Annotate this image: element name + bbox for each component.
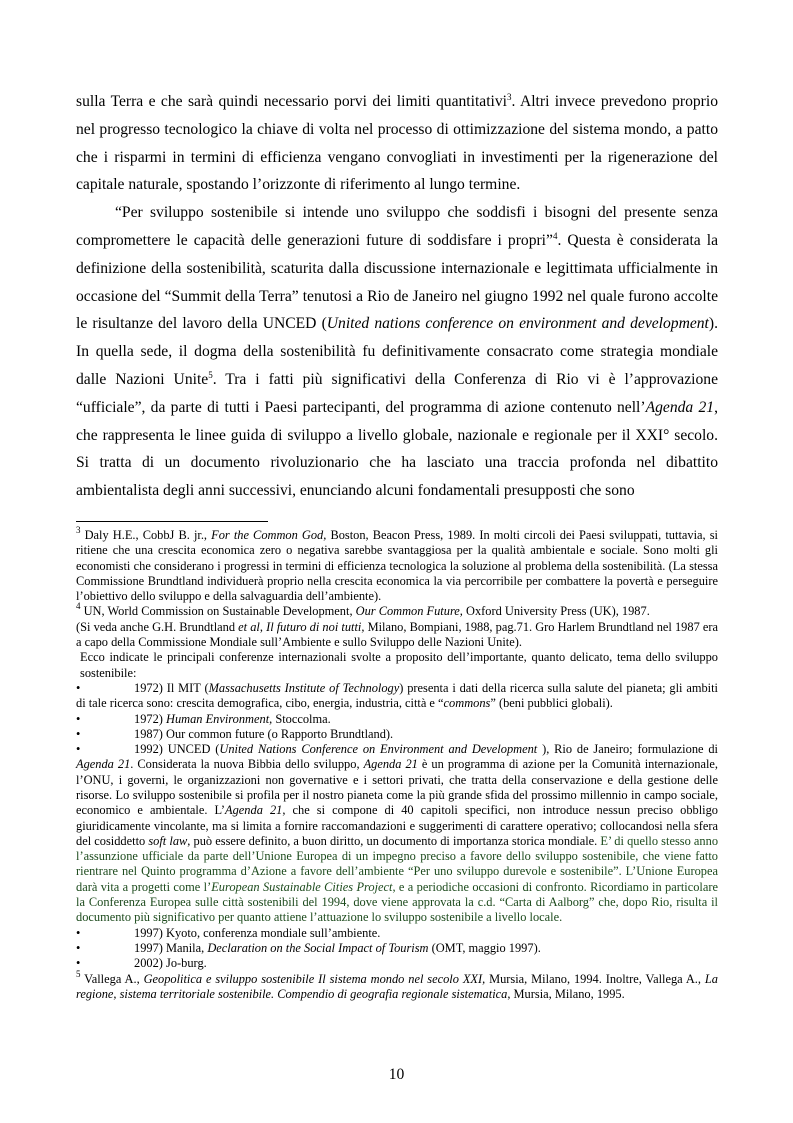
text: Daly H.E., CobbJ B. jr., — [80, 527, 212, 542]
text: UN, World Commission on Sustainable Development, — [80, 604, 356, 619]
list-item — [76, 956, 718, 971]
bullet-icon: • — [76, 925, 81, 940]
text: , può essere definito, a buon diritto, un documento di importanza storica mondiale. — [187, 833, 601, 848]
italic-text: Massachusetts Institute of Technology — [208, 680, 400, 695]
italic-text: United Nations Conference on Environment and Development — [219, 742, 538, 757]
text: “Per sviluppo sostenibile si intende uno sviluppo che soddisfi i bisogni del presente senza compromettere le capacità delle generazioni future di soddisfare i propri” — [76, 204, 718, 249]
page-number: 10 — [388, 1066, 405, 1083]
text: Mursia, Milano, 1994. Inoltre, Vallega A., — [485, 971, 705, 986]
italic-text: Agenda 21 — [76, 757, 131, 772]
text: , Mursia, Milano, 1995. — [507, 986, 625, 1001]
footnote-ref-5[interactable]: 5 — [208, 369, 213, 380]
footnote-ref-3[interactable]: 3 — [507, 92, 512, 102]
italic-text: La regione, sistema territoriale sostenibile. Compendio di geografia regionale sistematica — [76, 971, 718, 1001]
text: (Si veda anche G.H. Brundtland — [76, 619, 239, 634]
footnotes — [76, 524, 719, 1002]
italic-text: Il futuro di noi tutti, — [266, 619, 365, 634]
footnote-number: 5 — [76, 968, 81, 979]
text: ). In quella sede, il dogma della sostenibilità fu definitivamente consacrato come strategia mondiale dalle Nazioni Unite — [76, 315, 718, 388]
footnote-3 — [76, 524, 718, 604]
footnote-number: 3 — [76, 524, 81, 535]
italic-text: Declaration on the Social Impact of Tourism — [207, 940, 429, 955]
footnote-ref-4[interactable]: 4 — [552, 230, 558, 241]
footnote-5 — [76, 968, 718, 1003]
footnote-separator — [76, 521, 268, 522]
italic-text: Agenda 21 — [645, 398, 715, 416]
list-item — [76, 926, 718, 941]
list-item — [76, 727, 718, 742]
bullet-icon: • — [76, 742, 81, 757]
text: ), Rio de Janeiro; formulazione di — [537, 742, 718, 757]
text: 1987) Our common future (o Rapporto Brundtland). — [134, 726, 394, 741]
text: ) presenta i dati della ricerca sulla salute del pianeta; gli ambiti di tale ricerca sono: crescita demografica, cibo, energia, industria, città e “ — [76, 680, 718, 711]
italic-text: Geopolitica e sviluppo sostenibile Il sistema mondo nel secolo XXI, — [143, 971, 486, 986]
text: . Questa è considerata la definizione della sostenibilità, scaturita dalla discussione internazionale e legittimata ufficialmente in occasione del “Summit della Terra” tenutosi a Rio de Janeiro nel giugno 1992 nel quale furono accolte le risultanze del lavoro della UNCED ( — [76, 231, 719, 333]
italic-text: United nations conference on environment and development — [326, 315, 709, 333]
italic-text: Agenda 21 — [363, 757, 418, 772]
paragraph-1 — [76, 88, 718, 199]
text: 1972) — [134, 711, 167, 726]
text: (OMT, maggio 1997). — [428, 940, 541, 955]
list-item — [76, 742, 718, 926]
bullet-icon: • — [76, 940, 81, 955]
text: è un programma di azione per la Comunità internazionale, l’ONU, i governi, le organizzazioni non governative e i settori privati, che tratta della conservazione e della gestione delle risorse. Lo sviluppo sostenibile si profila per il nostro pianeta come la più grande sfida del prossimo millennio in campo sociale, economico e ambientale. L’ — [76, 757, 718, 818]
text: sulla Terra e che sarà quindi necessario porvi dei limiti quantitativi — [76, 93, 508, 110]
italic-text: et al — [238, 619, 260, 634]
text: . Tra i fatti più significativi della Conferenza di Rio vi è l’approvazione “ufficiale”, da parte di tutti i Paesi partecipanti, del programma di azione contenuto nell’ — [76, 370, 718, 416]
text: . Considerata la nuova Bibbia dello sviluppo, — [130, 757, 364, 772]
text: 1997) Kyoto, conferenza mondiale sull’ambiente. — [134, 925, 381, 940]
list-item — [76, 712, 718, 727]
paragraph-2 — [76, 199, 718, 505]
text: , — [259, 619, 267, 634]
highlighted-text: , e a periodiche occasioni di confronto. Ricordiamo in particolare la Conferenza Europea sulle città sostenibili del 1994, dove viene approvata la c.d. “Carta di Aalborg” che, dopo Rio, risulta il documento più significativo per quanto attiene l’attuazione lo sviluppo sostenibile a livello locale. — [76, 879, 718, 925]
text: , che si compone di 40 capitoli specifici, non introduce nessun preciso obbligo giuridicamente vincolante, ma si limita a fornire raccomandazioni e suggerimenti di carattere operativo; collocandosi nella sfera del cosiddetto — [76, 803, 718, 848]
bullet-icon: • — [76, 680, 81, 695]
text: . Altri invece prevedono proprio nel progresso tecnologico la chiave di volta nel processo di ottimizzazione del sistema mondo, a patto che i risparmi in termini di efficienza vengano convogliati in investimenti per la rigenerazione del capitale naturale, spostando l’orizzonte di riferimento al lungo termine. — [76, 93, 718, 194]
bullet-icon: • — [76, 956, 81, 971]
text: Oxford University Press (UK), 1987. — [462, 604, 650, 619]
text: Boston, Beacon Press, 1989. In molti circoli dei Paesi sviluppati, tuttavia, si ritiene che una crescita economica zero o negativa sarebbe svantaggiosa per la qualità ambientale e sociale. Sono molti gli economisti che considerano i progressi in termini di efficienza tecnologica la soluzione al problema della sostenibilità. (La stessa Commissione Brundtland individuerà proprio nella crescita economica la via percorribile per combattere la povertà e perseguire l’obiettivo dello sviluppo e della salvaguardia dell’ambiente). — [76, 527, 718, 604]
bullet-icon: • — [76, 711, 81, 726]
text: 1997) Manila, — [134, 940, 208, 955]
bullet-icon: • — [76, 726, 81, 741]
italic-text: European Sustainable Cities Project — [211, 879, 393, 894]
text: Milano, Bompiani, 1988, pag.71. Gro Harlem Brundtland nel 1987 era a capo della Commissione Mondiale sull’Ambiente e sullo Sviluppo delle Nazioni Unite). — [76, 619, 718, 650]
text: ” (beni pubblici globali). — [490, 696, 613, 711]
footnote-number: 4 — [76, 601, 81, 612]
footnote-4-intro: Ecco indicate le principali conferenze internazionali svolte a proposito dell’importante, quanto delicato, tema dello sviluppo sostenibile: — [80, 650, 718, 680]
italic-text: For the Common God, — [211, 527, 327, 542]
italic-text: Our Common Future, — [355, 604, 463, 619]
list-item — [76, 681, 718, 712]
italic-text: Agenda 21 — [225, 803, 283, 818]
footnote-4 — [76, 601, 718, 619]
text: Vallega A., — [80, 971, 144, 986]
italic-text: soft law — [148, 833, 188, 848]
italic-text: Human Environment — [166, 711, 270, 726]
text: 2002) Jo-burg. — [134, 956, 207, 971]
text: 1992) UNCED ( — [134, 742, 220, 757]
italic-text: commons — [443, 696, 491, 711]
list-item — [76, 941, 718, 956]
text: , Stoccolma. — [269, 711, 331, 726]
text: 1972) Il MIT ( — [134, 680, 209, 695]
footnote-4-continued — [76, 620, 718, 651]
document-page — [76, 88, 718, 1002]
highlighted-text: E’ di quello stesso anno l’assunzione ufficiale da parte dell’Unione Europea di un impegno preciso a favore dello sviluppo sostenibile, che viene fatto rientrare nel Quinto programma d’Azione a favore dell’ambiente “Per uno sviluppo durevole e sostenibile”. L’Unione Europea darà vita a progetti come l’ — [76, 833, 719, 894]
text: , che rappresenta le linee guida di sviluppo a livello globale, nazionale e regionale per il XXI° secolo. Si tratta di un documento rivoluzionario che ha lasciato una traccia profonda nel dibattito ambientalista degli anni successivi, enunciando alcuni fondamentali presupposti che sono — [76, 398, 718, 500]
